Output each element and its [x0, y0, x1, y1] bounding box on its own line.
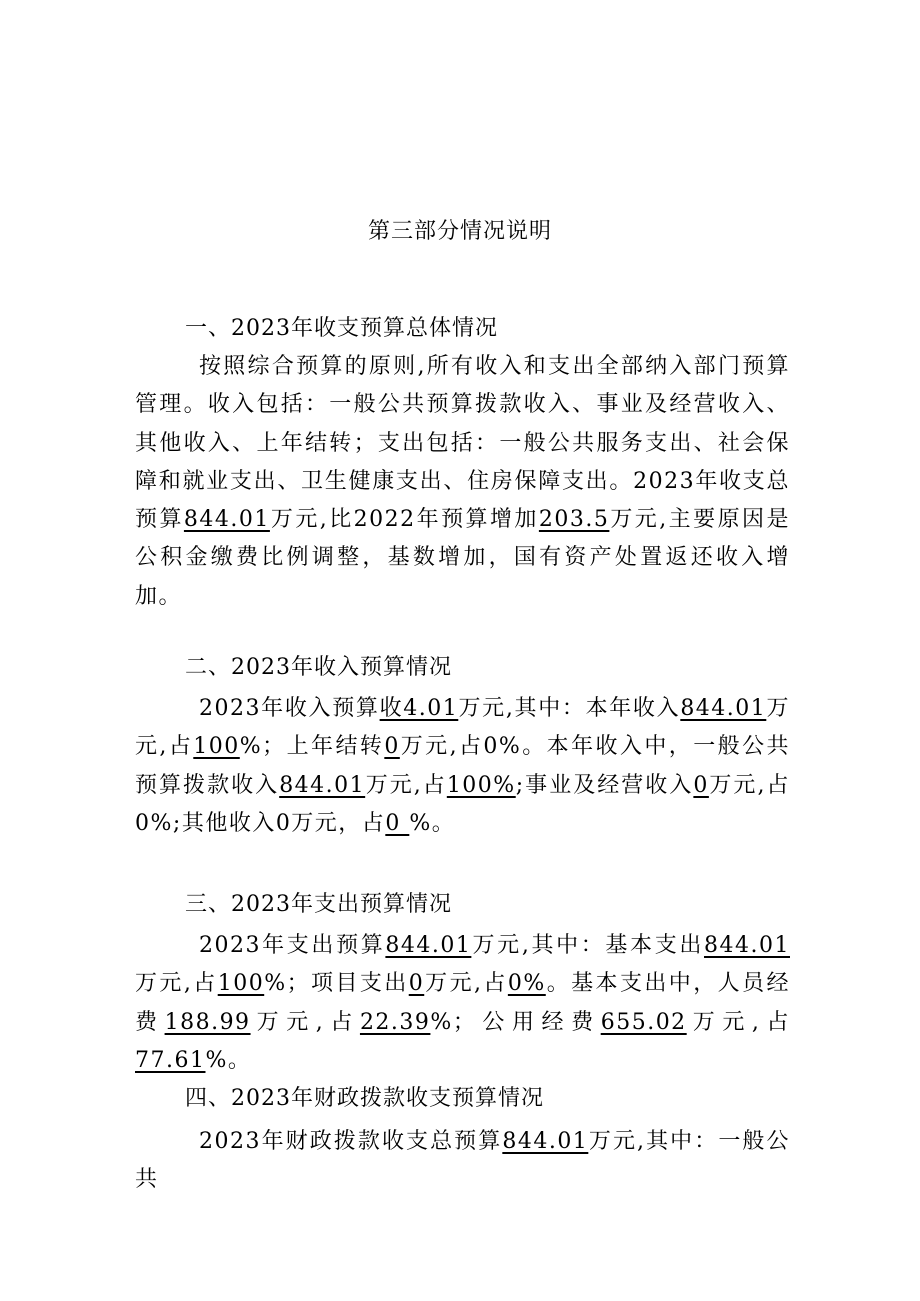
text: 万元,占: [135, 971, 218, 997]
text: 万元,占: [686, 1009, 790, 1035]
text: 万元,占0%。本年收入中，一般公共预算拨款收入: [135, 734, 790, 798]
public-expense-percent: 77.61: [135, 1047, 206, 1073]
general-budget-income-percent: 100%: [446, 772, 516, 798]
text: 2023年支出预算: [199, 933, 386, 958]
income-budget-value: 收4.01: [379, 696, 459, 721]
current-year-income-value: 844.01: [680, 696, 767, 721]
carryover-value: 0: [384, 734, 400, 760]
section-2-heading: 二、2023年收入预算情况: [185, 655, 452, 680]
personnel-expense-value: 188.99: [164, 1009, 251, 1035]
public-expense-value: 655.02: [600, 1009, 687, 1035]
expenditure-budget-value: 844.01: [385, 933, 472, 958]
text: ;事业及经营收入: [515, 772, 694, 798]
text: 万元,其中：基本支出: [471, 933, 705, 958]
basic-expenditure-value: 844.01: [704, 933, 790, 958]
text: %；公用经费: [430, 1009, 601, 1035]
text: 2023年财政拨款收支总预算: [199, 1129, 503, 1154]
total-budget-value: 844.01: [183, 507, 270, 533]
section-3-paragraph: [135, 927, 790, 1080]
text: 万元,比2022年预算增加: [269, 507, 539, 533]
text: 万元,主要原因是公积金缴费比例调整，基数增加，国有资产处置返还收入增加。: [135, 507, 790, 609]
other-income-percent: 0: [385, 810, 410, 836]
project-expenditure-percent: 0%: [507, 971, 546, 997]
text: 2023年收入预算: [199, 696, 380, 721]
text: 按照综合预算的原则,所有收入和支出全部纳入部门预算管理。收入包括：一般公共预算拨款收入、事业及经营收入、其他收入、上年结转；支出包括：一般公共服务支出、社会保障和就业支出、卫生健康支出、住房保障支出。2023年收支总预算: [135, 354, 790, 533]
text: 万元,占: [365, 772, 447, 798]
section-2-paragraph: [135, 690, 790, 843]
project-expenditure-value: 0: [408, 971, 425, 997]
page-title: 第三部分情况说明: [367, 219, 552, 244]
text: 万元,占: [135, 696, 790, 760]
section-4-paragraph: [135, 1123, 790, 1200]
text: 万元,其中：一般公共: [135, 1129, 790, 1193]
section-3-heading: 三、2023年支出预算情况: [185, 892, 452, 917]
text: %。: [409, 810, 456, 836]
section-1-heading: 一、2023年收支预算总体情况: [185, 316, 498, 341]
text: 万元,占: [424, 971, 508, 997]
text: %；项目支出: [264, 971, 409, 997]
text: %；上年结转: [239, 734, 385, 760]
text: 。基本支出中，人员经费: [135, 971, 791, 1035]
increase-value: 203.5: [538, 507, 610, 533]
text: 万元,占: [250, 1009, 360, 1035]
current-year-income-percent: 100: [193, 734, 240, 760]
text: 万元,占0%;其他收入0万元，占: [135, 772, 790, 836]
section-1-paragraph: [135, 348, 790, 616]
fiscal-budget-value: 844.01: [502, 1129, 589, 1154]
basic-expenditure-percent: 100: [217, 971, 265, 997]
text: %。: [205, 1047, 252, 1073]
business-income-value: 0: [693, 772, 709, 798]
section-4-heading: 四、2023年财政拨款收支预算情况: [185, 1086, 544, 1111]
text: 万元,其中：本年收入: [458, 696, 681, 721]
general-budget-income-value: 844.01: [279, 772, 366, 798]
personnel-expense-percent: 22.39: [359, 1009, 431, 1035]
